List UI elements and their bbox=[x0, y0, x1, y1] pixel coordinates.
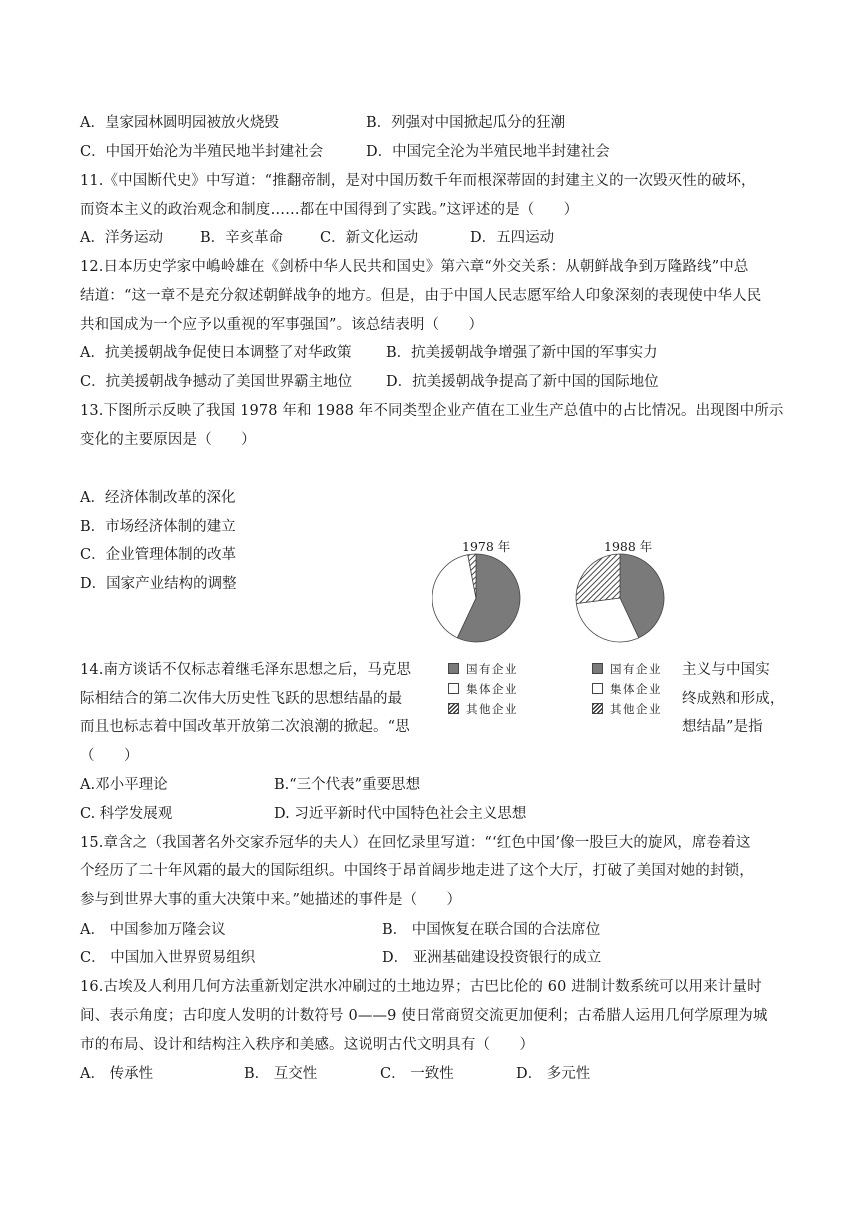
q10-option-b: B．列强对中国掀起瓜分的狂潮 bbox=[366, 115, 566, 131]
legend-label: 其他企业 bbox=[466, 702, 518, 716]
q10-option-d: D．中国完全沦为半殖民地半封建社会 bbox=[366, 144, 610, 160]
legend-swatch-state bbox=[448, 663, 459, 674]
q14-option-c: C. 科学发展观 bbox=[80, 806, 173, 822]
pie-1978-title: 1978 年 bbox=[462, 539, 511, 554]
legend-label: 国有企业 bbox=[466, 662, 518, 676]
q11-stem-line1: 11.《中国断代史》中写道：“推翻帝制，是对中国历数千年而根深蒂固的封建主义的一次毁灭性的破坏， bbox=[80, 173, 756, 189]
legend-swatch-collective bbox=[592, 683, 603, 694]
q16-option-b: B． 互交性 bbox=[244, 1066, 318, 1082]
pie-1988 bbox=[576, 554, 664, 642]
q14-stem-line4: （ ） bbox=[80, 748, 139, 764]
q14-stem-line2-left: 际相结合的第二次伟大历史性飞跃的思想结晶的最 bbox=[80, 691, 403, 707]
q14-stem-line2-right: 终成熟和形成， bbox=[682, 691, 785, 707]
q13-figure bbox=[432, 534, 694, 720]
pie-charts-svg bbox=[432, 552, 694, 672]
q11-option-c: C．新文化运动 bbox=[320, 230, 419, 246]
q16-option-d: D． 多元性 bbox=[516, 1066, 591, 1082]
q13-stem-line2: 变化的主要原因是（ ） bbox=[80, 432, 256, 448]
q14-option-a: A.邓小平理论 bbox=[80, 777, 168, 793]
q16-option-c: C． 一致性 bbox=[380, 1066, 454, 1082]
q12-option-c: C．抗美援朝战争撼动了美国世界霸主地位 bbox=[80, 374, 353, 390]
q14-stem-line3-left: 而且也标志着中国改革开放第二次浪潮的掀起。“思 bbox=[80, 719, 410, 735]
legend-label: 其他企业 bbox=[610, 702, 662, 716]
q13-stem-line1: 13.下图所示反映了我国 1978 年和 1988 年不同类型企业产值在工业生产总值中的占比情况。出现图中所示 bbox=[80, 403, 784, 419]
q13-option-a: A．经济体制改革的深化 bbox=[80, 490, 236, 506]
q15-option-c: C． 中国加入世界贸易组织 bbox=[80, 950, 256, 966]
legend-swatch-other bbox=[592, 703, 603, 714]
q11-option-b: B．辛亥革命 bbox=[200, 230, 284, 246]
q10-option-a: A．皇家园林圆明园被放火烧毁 bbox=[80, 115, 279, 131]
q16-stem-line1: 16.古埃及人利用几何方法重新划定洪水冲刷过的土地边界；古巴比伦的 60 进制计数系统可以用来计量时 bbox=[80, 979, 762, 995]
q14-stem-line3-right: 想结晶”是指 bbox=[682, 719, 763, 735]
q11-stem-line2: 而资本主义的政治观念和制度……都在中国得到了实践。”这评述的是（ ） bbox=[80, 202, 579, 218]
legend-swatch-collective bbox=[448, 683, 459, 694]
slice-other bbox=[576, 554, 620, 604]
legend-swatch-other bbox=[448, 703, 459, 714]
q16-option-a: A． 传承性 bbox=[80, 1066, 154, 1082]
q13-option-d: D．国家产业结构的调整 bbox=[80, 576, 237, 592]
q15-stem-line2: 个经历了二十年风霜的最大的国际组织。中国终于昂首阔步地走进了这个大厅，打破了美国对她的封锁， bbox=[80, 863, 754, 879]
q14-stem-line1-left: 14.南方谈话不仅标志着继毛泽东思想之后，马克思 bbox=[80, 662, 412, 678]
q11-option-a: A．洋务运动 bbox=[80, 230, 163, 246]
q14-option-d: D. 习近平新时代中国特色社会主义思想 bbox=[274, 806, 527, 822]
q14-stem-line1-right: 主义与中国实 bbox=[682, 662, 770, 678]
q15-option-b: B． 中国恢复在联合国的合法席位 bbox=[382, 922, 601, 938]
q13-option-c: C．企业管理体制的改革 bbox=[80, 547, 237, 563]
legend-label: 集体企业 bbox=[466, 682, 518, 696]
q12-stem-line2: 结道：“这一章不是充分叙述朝鲜战争的地方。但是，由于中国人民志愿军给人印象深刻的表现使中华人民 bbox=[80, 288, 762, 304]
q12-option-d: D．抗美援朝战争提高了新中国的国际地位 bbox=[386, 374, 659, 390]
q15-option-a: A． 中国参加万隆会议 bbox=[80, 922, 226, 938]
q12-option-b: B．抗美援朝战争增强了新中国的军事实力 bbox=[386, 345, 658, 361]
q12-option-a: A．抗美援朝战争促使日本调整了对华政策 bbox=[80, 345, 352, 361]
q16-stem-line2: 间、表示角度；古印度人发明的计数符号 0——9 使日常商贸交流更加便利；古希腊人运用几何学原理为城 bbox=[80, 1008, 768, 1024]
q16-stem-line3: 市的布局、设计和结构注入秩序和美感。这说明古代文明具有（ ） bbox=[80, 1037, 535, 1053]
q15-stem-line3: 参与到世界大事的重大决策中来。”她描述的事件是（ ） bbox=[80, 892, 462, 908]
q14-option-b: B.“三个代表”重要思想 bbox=[274, 777, 421, 793]
q12-stem-line3: 共和国成为一个应予以重视的军事强国”。该总结表明（ ） bbox=[80, 317, 484, 333]
q11-option-d: D．五四运动 bbox=[470, 230, 555, 246]
q15-stem-line1: 15.章含之（我国著名外交家乔冠华的夫人）在回忆录里写道：“‘红色中国’像一股巨大的旋风，席卷着这 bbox=[80, 835, 751, 851]
legend-label: 集体企业 bbox=[610, 682, 662, 696]
legend-label: 国有企业 bbox=[610, 662, 662, 676]
q13-option-b: B．市场经济体制的建立 bbox=[80, 519, 236, 535]
legend-swatch-state bbox=[592, 663, 603, 674]
q15-option-d: D． 亚洲基础建设投资银行的成立 bbox=[382, 950, 602, 966]
q10-option-c: C．中国开始沦为半殖民地半封建社会 bbox=[80, 144, 324, 160]
q12-stem-line1: 12.日本历史学家中嶋岭雄在《剑桥中华人民共和国史》第六章“外交关系：从朝鲜战争到万隆路线”中总 bbox=[80, 259, 749, 275]
pie-1978 bbox=[432, 554, 520, 642]
pie-1988-title: 1988 年 bbox=[604, 539, 653, 554]
